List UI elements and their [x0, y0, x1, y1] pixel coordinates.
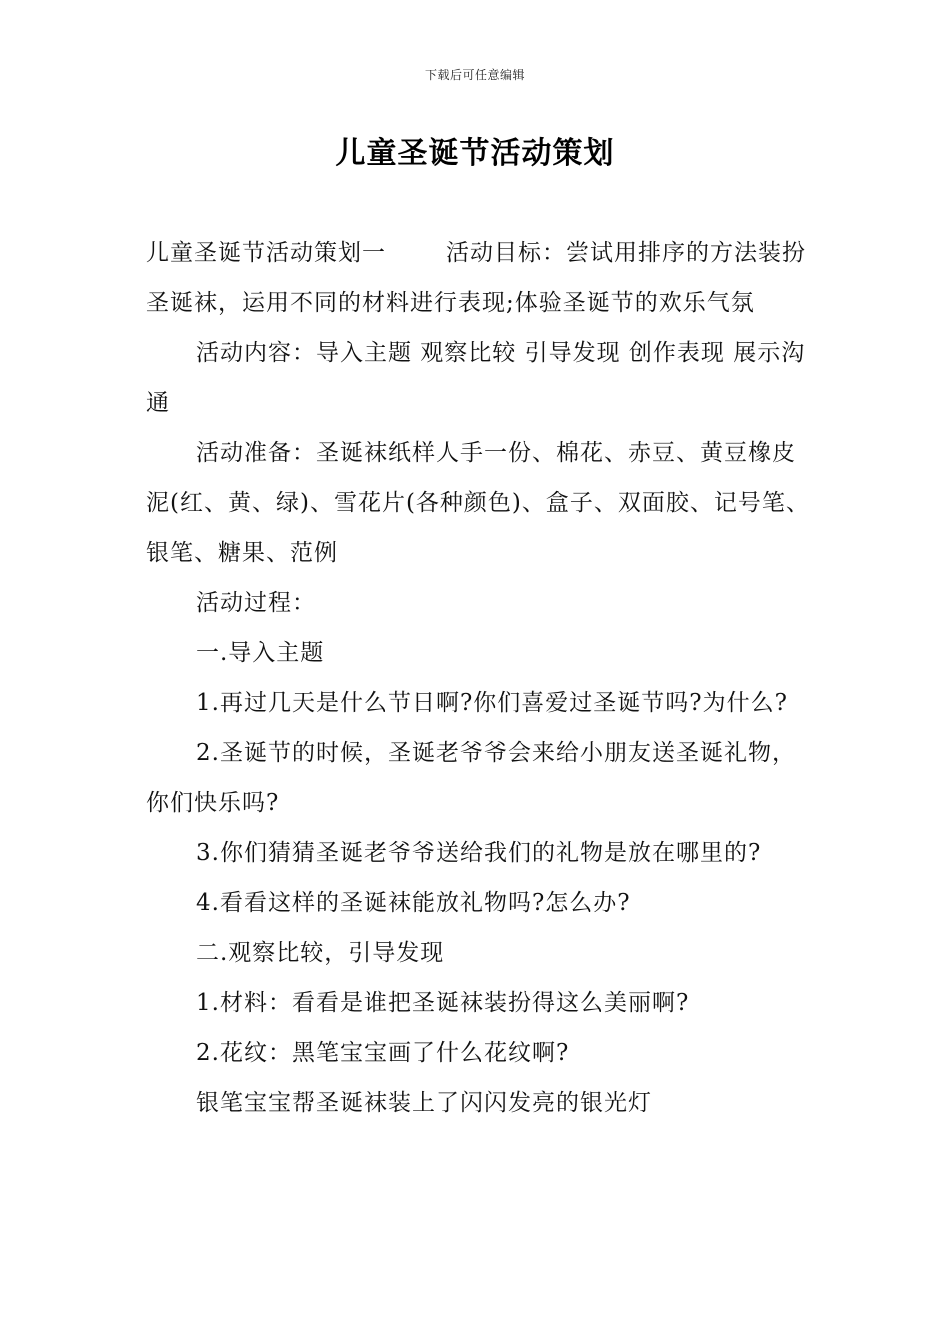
step-1-2: 2.圣诞节的时候，圣诞老爷爷会来给小朋友送圣诞礼物，你们快乐吗? — [146, 740, 796, 816]
paragraph-process: 活动过程： — [196, 590, 316, 616]
step-1-3: 3.你们猜猜圣诞老爷爷送给我们的礼物是放在哪里的? — [196, 840, 762, 866]
intro-label: 儿童圣诞节活动策划一 — [146, 240, 386, 266]
paragraph-content: 活动内容：导入主题 观察比较 引导发现 创作表现 展示沟通 — [146, 340, 806, 416]
section-heading-2: 二.观察比较，引导发现 — [196, 940, 445, 966]
document-title: 儿童圣诞节活动策划 — [335, 136, 615, 171]
paragraph-preparation: 活动准备：圣诞袜纸样人手一份、棉花、赤豆、黄豆橡皮泥(红、黄、绿)、雪花片(各种颜色)、盒子、双面胶、记号笔、银笔、糖果、范例 — [146, 440, 810, 566]
step-2-1: 1.材料：看看是谁把圣诞袜装扮得这么美丽啊? — [196, 990, 690, 1016]
document-body — [146, 228, 818, 1128]
step-1-1: 1.再过几天是什么节日啊?你们喜爱过圣诞节吗?为什么? — [196, 690, 788, 716]
step-1-4: 4.看看这样的圣诞袜能放礼物吗?怎么办? — [196, 890, 631, 916]
section-heading-1: 一.导入主题 — [196, 640, 325, 666]
intro-paragraph — [146, 228, 818, 328]
header-note: 下载后可任意编辑 — [424, 68, 525, 82]
intro-text: 活动目标：尝试用排序的方法装扮圣诞袜，运用不同的材料进行表现;体验圣诞节的欢乐气氛 — [146, 240, 806, 316]
step-2-2: 2.花纹：黑笔宝宝画了什么花纹啊? — [196, 1040, 570, 1066]
step-2-3: 银笔宝宝帮圣诞袜装上了闪闪发亮的银光灯 — [196, 1090, 652, 1116]
